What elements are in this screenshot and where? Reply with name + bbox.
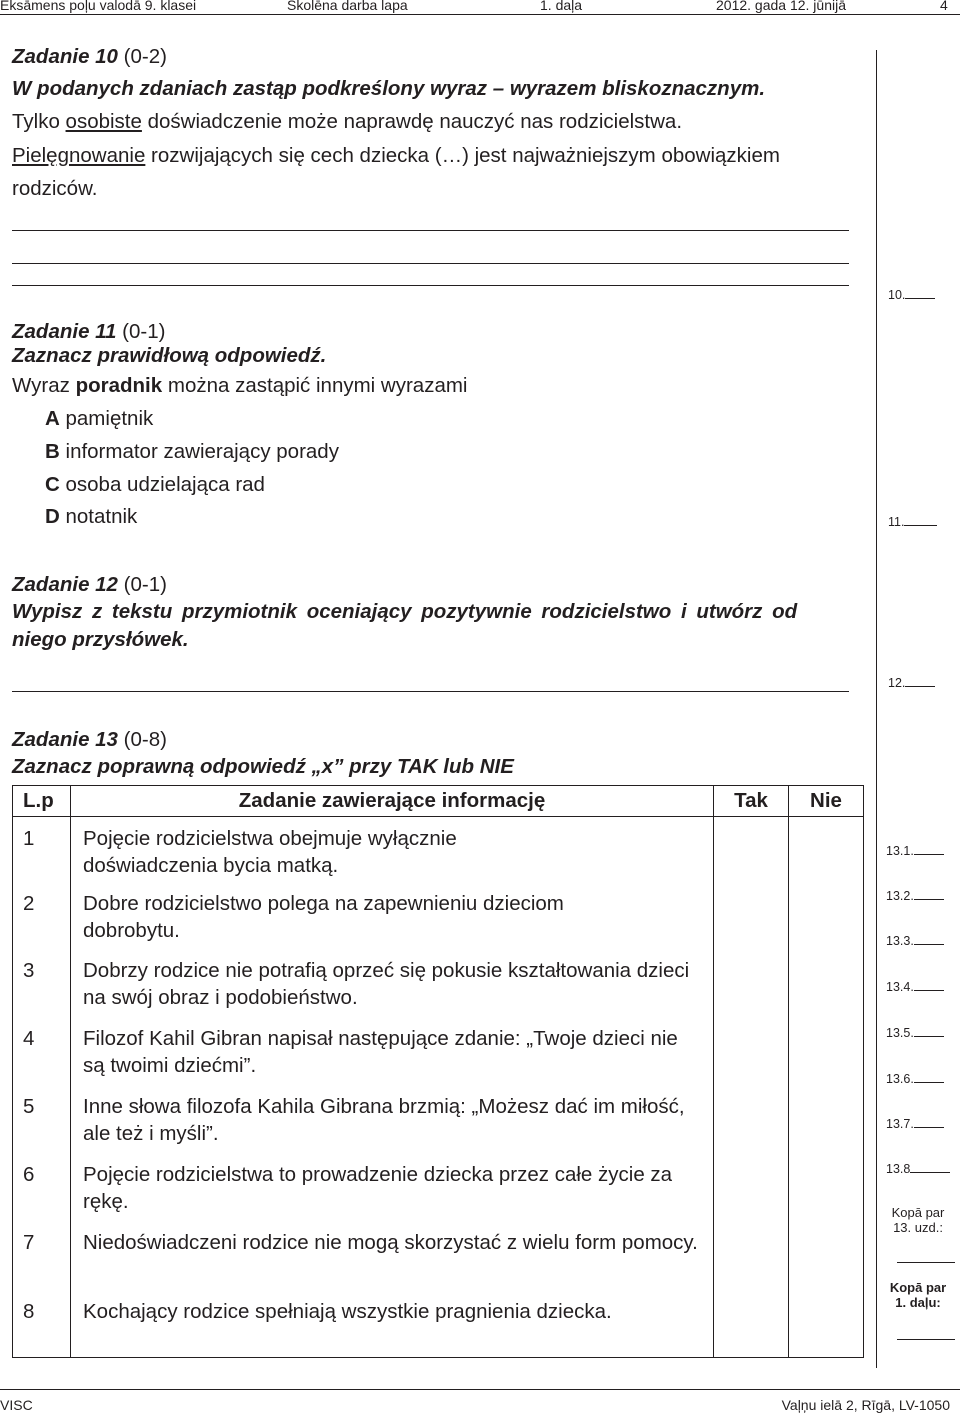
task-13-heading: Zadanie 13 (0-8) xyxy=(12,728,167,751)
row-number: 6 xyxy=(13,1157,71,1225)
footer-address: Vaļņu ielā 2, Rīgā, LV-1050 xyxy=(781,1397,950,1413)
task-10-sentence-2: Pielęgnowanie rozwijających się cech dziecka (…) jest najważniejszym obowiązkiem xyxy=(12,144,780,167)
nie-checkbox-cell[interactable] xyxy=(789,1021,864,1089)
row-number: 3 xyxy=(13,953,71,1021)
column-header-nie: Nie xyxy=(789,786,864,817)
row-statement: Kochający rodzice spełniają wszystkie pragnienia dziecka. xyxy=(71,1292,714,1358)
answer-line[interactable] xyxy=(12,230,849,231)
row-statement: Dobre rodzicielstwo polega na zapewnieniu dzieciom dobrobytu. xyxy=(71,886,714,953)
table-header-row xyxy=(13,786,864,817)
row-statement: Filozof Kahil Gibran napisał następujące zdanie: „Twoje dzieci nie są twoimi dziećmi”. xyxy=(71,1021,714,1089)
answer-line[interactable] xyxy=(12,263,849,264)
score-field-13-1[interactable]: 13.1. xyxy=(886,844,944,858)
table-row xyxy=(13,817,864,886)
row-statement: Inne słowa filozofa Kahila Gibrana brzmią: „Możesz dać im miłość, ale też i myśli”. xyxy=(71,1089,714,1157)
score-field-13-6[interactable]: 13.6. xyxy=(886,1072,944,1086)
header-date: 2012. gada 12. jūnijā xyxy=(716,0,846,13)
column-header-lp: L.p xyxy=(13,786,71,817)
table-row xyxy=(13,886,864,953)
row-statement: Niedoświadczeni rodzice nie mogą skorzystać z wielu form pomocy. xyxy=(71,1225,714,1292)
score-column-divider xyxy=(876,50,877,1368)
nie-checkbox-cell[interactable] xyxy=(789,1157,864,1225)
tak-checkbox-cell[interactable] xyxy=(714,1089,789,1157)
nie-checkbox-cell[interactable] xyxy=(789,953,864,1021)
tak-checkbox-cell[interactable] xyxy=(714,1157,789,1225)
task-11-heading: Zadanie 11 (0-1) xyxy=(12,320,166,343)
header-rule xyxy=(0,14,960,15)
total-task-13-label: Kopā par 13. uzd.: xyxy=(891,1205,945,1235)
header-page-number: 4 xyxy=(940,0,948,13)
answer-line[interactable] xyxy=(12,285,849,286)
task-12-heading: Zadanie 12 (0-1) xyxy=(12,573,167,596)
task-12-instruction-cont: niego przysłówek. xyxy=(12,628,189,651)
tak-checkbox-cell[interactable] xyxy=(714,953,789,1021)
score-field-10[interactable]: 10. xyxy=(888,288,935,302)
header-exam: Eksāmens poļu valodā 9. klasei xyxy=(0,0,197,13)
task-11-option-b[interactable]: B informator zawierający porady xyxy=(45,440,339,463)
score-field-13-8[interactable]: 13.8 xyxy=(886,1162,950,1176)
nie-checkbox-cell[interactable] xyxy=(789,817,864,886)
task-13-table xyxy=(12,785,864,1358)
row-number: 1 xyxy=(13,817,71,886)
answer-line[interactable] xyxy=(12,691,849,692)
row-number: 2 xyxy=(13,886,71,953)
task-10-instruction: W podanych zdaniach zastąp podkreślony wyraz – wyrazem bliskoznacznym. xyxy=(12,77,766,100)
score-field-13-2[interactable]: 13.2. xyxy=(886,889,944,903)
total-part-1-field[interactable] xyxy=(897,1339,955,1340)
nie-checkbox-cell[interactable] xyxy=(789,1292,864,1358)
total-task-13-field[interactable] xyxy=(897,1262,955,1263)
row-statement: Pojęcie rodzicielstwa obejmuje wyłącznie doświadczenia bycia matką. xyxy=(71,817,714,886)
task-11-option-c[interactable]: C osoba udzielająca rad xyxy=(45,473,265,496)
task-11-instruction: Zaznacz prawidłową odpowiedź. xyxy=(12,344,327,367)
task-10-sentence-2-cont: rodziców. xyxy=(12,177,98,200)
table-row xyxy=(13,1157,864,1225)
score-field-13-5[interactable]: 13.5. xyxy=(886,1026,944,1040)
row-number: 7 xyxy=(13,1225,71,1292)
nie-checkbox-cell[interactable] xyxy=(789,886,864,953)
tak-checkbox-cell[interactable] xyxy=(714,1292,789,1358)
tak-checkbox-cell[interactable] xyxy=(714,886,789,953)
score-field-11[interactable]: 11. xyxy=(888,515,937,529)
table-row xyxy=(13,1021,864,1089)
score-field-13-4[interactable]: 13.4. xyxy=(886,980,944,994)
total-part-1-label: Kopā par 1. daļu: xyxy=(889,1280,947,1310)
column-header-tak: Tak xyxy=(714,786,789,817)
score-field-13-3[interactable]: 13.3. xyxy=(886,934,944,948)
task-12-instruction: Wypisz z tekstu przymiotnik oceniający pozytywnie rodzicielstwo i utwórz od xyxy=(12,600,798,623)
header-part: 1. daļa xyxy=(540,0,583,13)
row-statement: Dobrzy rodzice nie potrafią oprzeć się pokusie kształtowania dzieci na swój obraz i podobieństwo. xyxy=(71,953,714,1021)
task-11-question: Wyraz poradnik można zastąpić innymi wyrazami xyxy=(12,374,468,397)
column-header-task: Zadanie zawierające informację xyxy=(71,786,714,817)
tak-checkbox-cell[interactable] xyxy=(714,1225,789,1292)
table-row xyxy=(13,1225,864,1292)
tak-checkbox-cell[interactable] xyxy=(714,817,789,886)
task-10-sentence-1: Tylko osobiste doświadczenie może naprawdę nauczyć nas rodzicielstwa. xyxy=(12,110,683,133)
row-number: 5 xyxy=(13,1089,71,1157)
score-field-13-7[interactable]: 13.7. xyxy=(886,1117,944,1131)
table-row xyxy=(13,953,864,1021)
nie-checkbox-cell[interactable] xyxy=(789,1089,864,1157)
row-statement: Pojęcie rodzicielstwa to prowadzenie dziecka przez całe życie za rękę. xyxy=(71,1157,714,1225)
page-header xyxy=(0,0,960,14)
header-workbook: Skolēna darba lapa xyxy=(287,0,408,13)
footer-org: VISC xyxy=(0,1397,33,1413)
footer-rule xyxy=(0,1389,960,1390)
tak-checkbox-cell[interactable] xyxy=(714,1021,789,1089)
row-number: 4 xyxy=(13,1021,71,1089)
score-field-12[interactable]: 12. xyxy=(888,676,935,690)
task-11-option-d[interactable]: D notatnik xyxy=(45,505,138,528)
nie-checkbox-cell[interactable] xyxy=(789,1225,864,1292)
row-number: 8 xyxy=(13,1292,71,1358)
task-11-option-a[interactable]: A pamiętnik xyxy=(45,407,154,430)
task-10-heading: Zadanie 10 (0-2) xyxy=(12,45,167,68)
table-row xyxy=(13,1292,864,1358)
task-13-instruction: Zaznacz poprawną odpowiedź „x” przy TAK lub NIE xyxy=(12,755,514,778)
table-row xyxy=(13,1089,864,1157)
